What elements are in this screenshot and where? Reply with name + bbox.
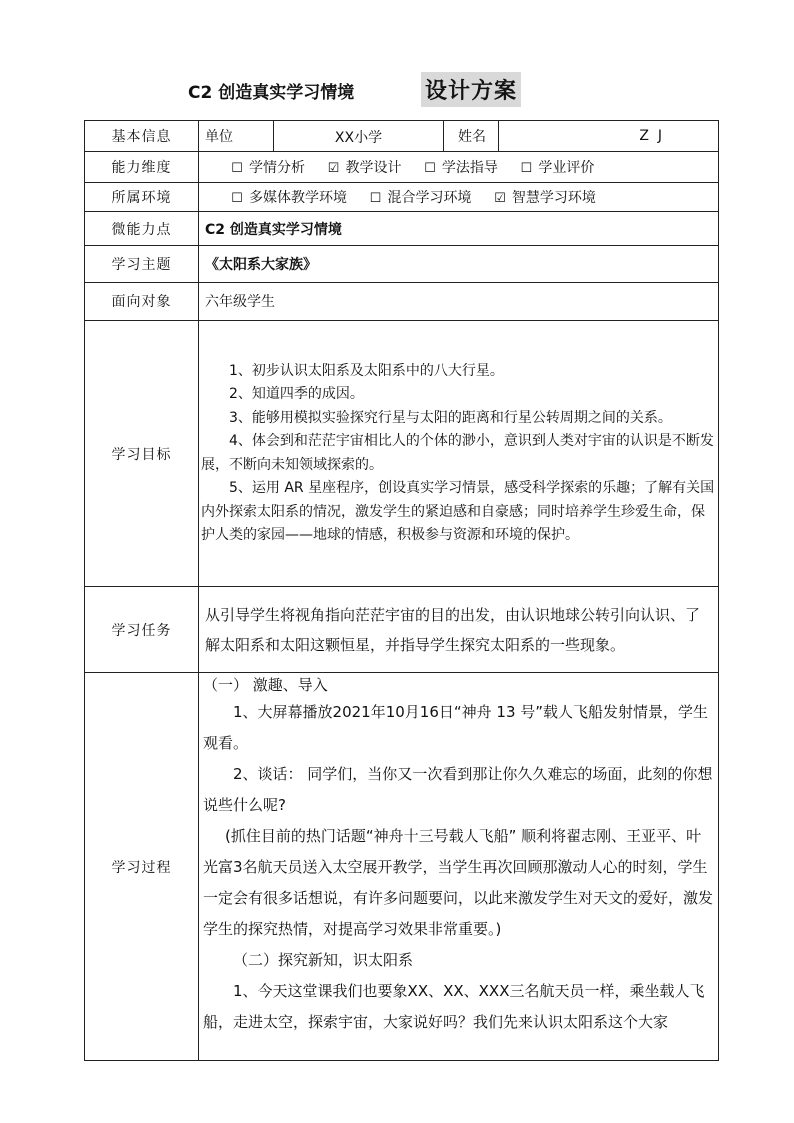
process-section-heading: （一） 激趣、导入 [203,676,328,695]
checkbox-checked-icon[interactable]: ☑ [327,160,340,176]
ability-option-2[interactable]: ☐ 学法指导 [424,159,498,176]
ability-option-3[interactable]: ☐ 学业评价 [520,159,595,176]
label-environment: 所属环境 [85,182,199,211]
environment-options [199,182,719,211]
row-topic [85,246,719,282]
checkbox-checked-icon[interactable]: ☑ [494,190,506,206]
goals-list [199,320,719,587]
basic-info-cell [199,121,719,152]
goal-item: 5、运用 AR 星座程序，创设真实学习情景，感受科学探索的乐趣；了解有关国内外探索太阳系的情况，激发学生的紧迫感和自豪感；同时培养学生珍爱生命，保护人类的家园——地球的情感，积极参与资源和环境的保护。 [201,480,715,544]
env-option-0[interactable]: ☐ 多媒体教学环境 [231,189,347,206]
checkbox-unchecked-icon[interactable]: ☐ [231,160,243,176]
label-audience: 面向对象 [85,282,199,320]
row-ability [85,152,719,182]
row-audience [85,282,719,320]
audience-value: 六年级学生 [199,282,719,320]
process-paragraph: 2、谈话： 同学们，当你又一次看到那让你久久难忘的场面，此刻的你想说些什么呢? [203,765,713,815]
row-environment [85,182,719,211]
label-basic-info: 基本信息 [85,121,199,152]
process-section-heading: （二）探究新知，识太阳系 [233,951,414,970]
ability-option-1[interactable]: ☑ 教学设计 [327,159,402,176]
checkbox-unchecked-icon[interactable]: ☐ [520,160,533,176]
process-paragraph: 1、今天这堂课我们也要象XX、XX、XXX三名航天员一样，乘坐载人飞船，走进太空，探索宇宙，大家说好吗？我们先来认识太阳系这个大家 [203,982,705,1032]
name-label: 姓名 [444,121,499,151]
row-goals [85,320,719,587]
unit-label: 单位 [199,121,274,151]
row-basic-info [85,121,719,152]
title-highlight: 设计方案 [421,72,521,107]
label-micro-ability: 微能力点 [85,211,199,245]
goal-item: 2、知道四季的成因。 [229,386,364,403]
row-micro-ability [85,211,719,245]
process-content [199,673,719,1061]
design-form [84,120,719,1061]
name-value[interactable]: Z J [639,128,662,145]
process-paragraph: 1、大屏幕播放2021年10月16日“神舟 13 号”载人飞船发射情景，学生观看。 [203,703,709,753]
row-task [85,587,719,673]
goal-item: 4、体会到和茫茫宇宙相比人的个体的渺小，意识到人类对宇宙的认识是不断发展，不断向未知领域探索的。 [201,433,714,473]
checkbox-unchecked-icon[interactable]: ☐ [424,160,436,176]
label-topic: 学习主题 [85,246,199,282]
ability-options [199,152,719,182]
label-ability: 能力维度 [85,152,199,182]
env-option-2[interactable]: ☑ 智慧学习环境 [494,189,596,206]
micro-ability-value: C2 创造真实学习情境 [199,211,719,245]
process-paragraph: (抓住目前的热门话题“神舟十三号载人飞船” 顺利将翟志刚、王亚平、叶光富3名航天员送入太空展开教学，当学生再次回顾那激动人心的时刻，学生一定会有很多话想说，有许多问题要问，以此来激发学生对天文的爱好，激发学生的探究热情，对提高学习效果非常重要。) [203,827,714,939]
title-code: C2 创造真实学习情境 [188,83,355,103]
task-text: 从引导学生将视角指向茫茫宇宙的目的出发，由认识地球公转引向认识、了解太阳系和太阳这颗恒星，并指导学生探究太阳系的一些现象。 [199,587,719,673]
unit-value[interactable]: XX小学 [274,121,444,151]
row-process [85,673,719,1061]
page-title [0,72,794,112]
topic-value: 《太阳系大家族》 [199,246,719,282]
label-process: 学习过程 [85,673,199,1061]
label-goals: 学习目标 [85,320,199,587]
checkbox-unchecked-icon[interactable]: ☐ [231,190,243,206]
goal-item: 3、能够用模拟实验探究行星与太阳的距离和行星公转周期之间的关系。 [229,409,672,426]
ability-option-0[interactable]: ☐ 学情分析 [231,159,305,176]
env-option-1[interactable]: ☐ 混合学习环境 [369,189,472,206]
goal-item: 1、初步认识太阳系及太阳系中的八大行星。 [229,362,504,379]
label-task: 学习任务 [85,587,199,673]
checkbox-unchecked-icon[interactable]: ☐ [369,190,382,206]
